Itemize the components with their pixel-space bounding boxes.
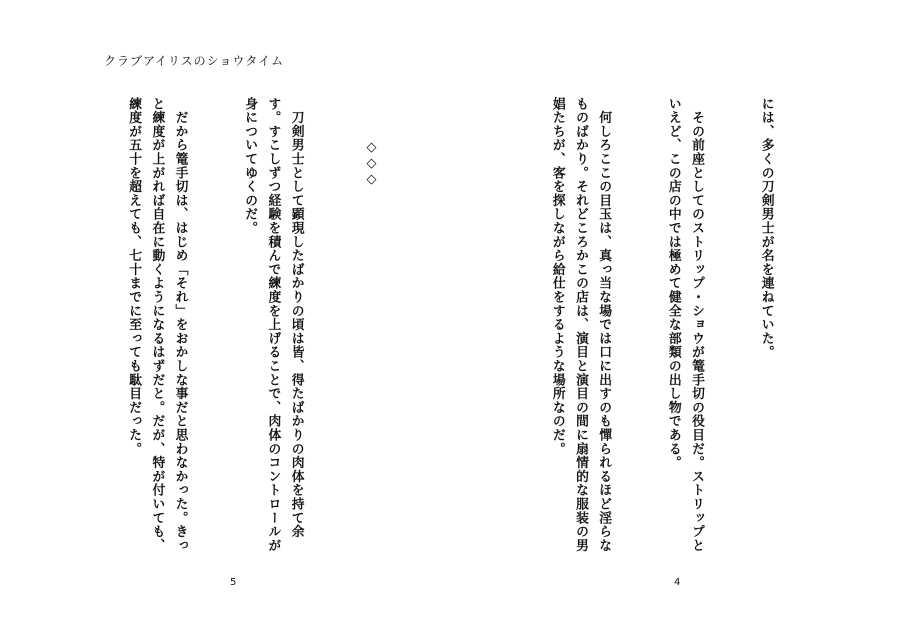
paragraph: だから篭手切は、はじめ「それ」をおかしな事だと思わなかった。きっと練度が上がれば自在に動くようになるはずだと。だが、特が付いても、練度が五十を超えても、七十までに至っても駄目だった。 xyxy=(126,97,188,553)
paragraph: 刀剣男士として顕現したばかりの頃は皆、得たばかりの肉体を持て余す。すこしずつ経験を積んで練度を上げることで、肉体のコントロールが身についてゆくのだ。 xyxy=(242,97,304,553)
section-divider: ◇◇◇ xyxy=(364,140,379,188)
running-head: クラブアイリスのショウタイム xyxy=(104,54,285,68)
page-number: 5 xyxy=(230,577,237,588)
left-page-body xyxy=(76,97,354,557)
paragraph: その前座としてのストリップ・ショウが篭手切の役目だ。ストリップといえど、この店の中では極めて健全な部類の出し物である。 xyxy=(665,97,704,553)
paragraph: 何しろここの目玉は、真っ当な場では口に出すのも憚られるほど淫らなものばかり。それどころかこの店は、演目と演目の間に扇情的な服装の男娼たちが、客を探しながら給仕をするような場所なのだ。 xyxy=(549,97,612,553)
right-page-body xyxy=(536,97,824,557)
page-number: 4 xyxy=(674,577,681,588)
paragraph: には、多くの刀剣男士が名を連ねていた。 xyxy=(758,97,774,360)
right-page xyxy=(450,0,900,634)
